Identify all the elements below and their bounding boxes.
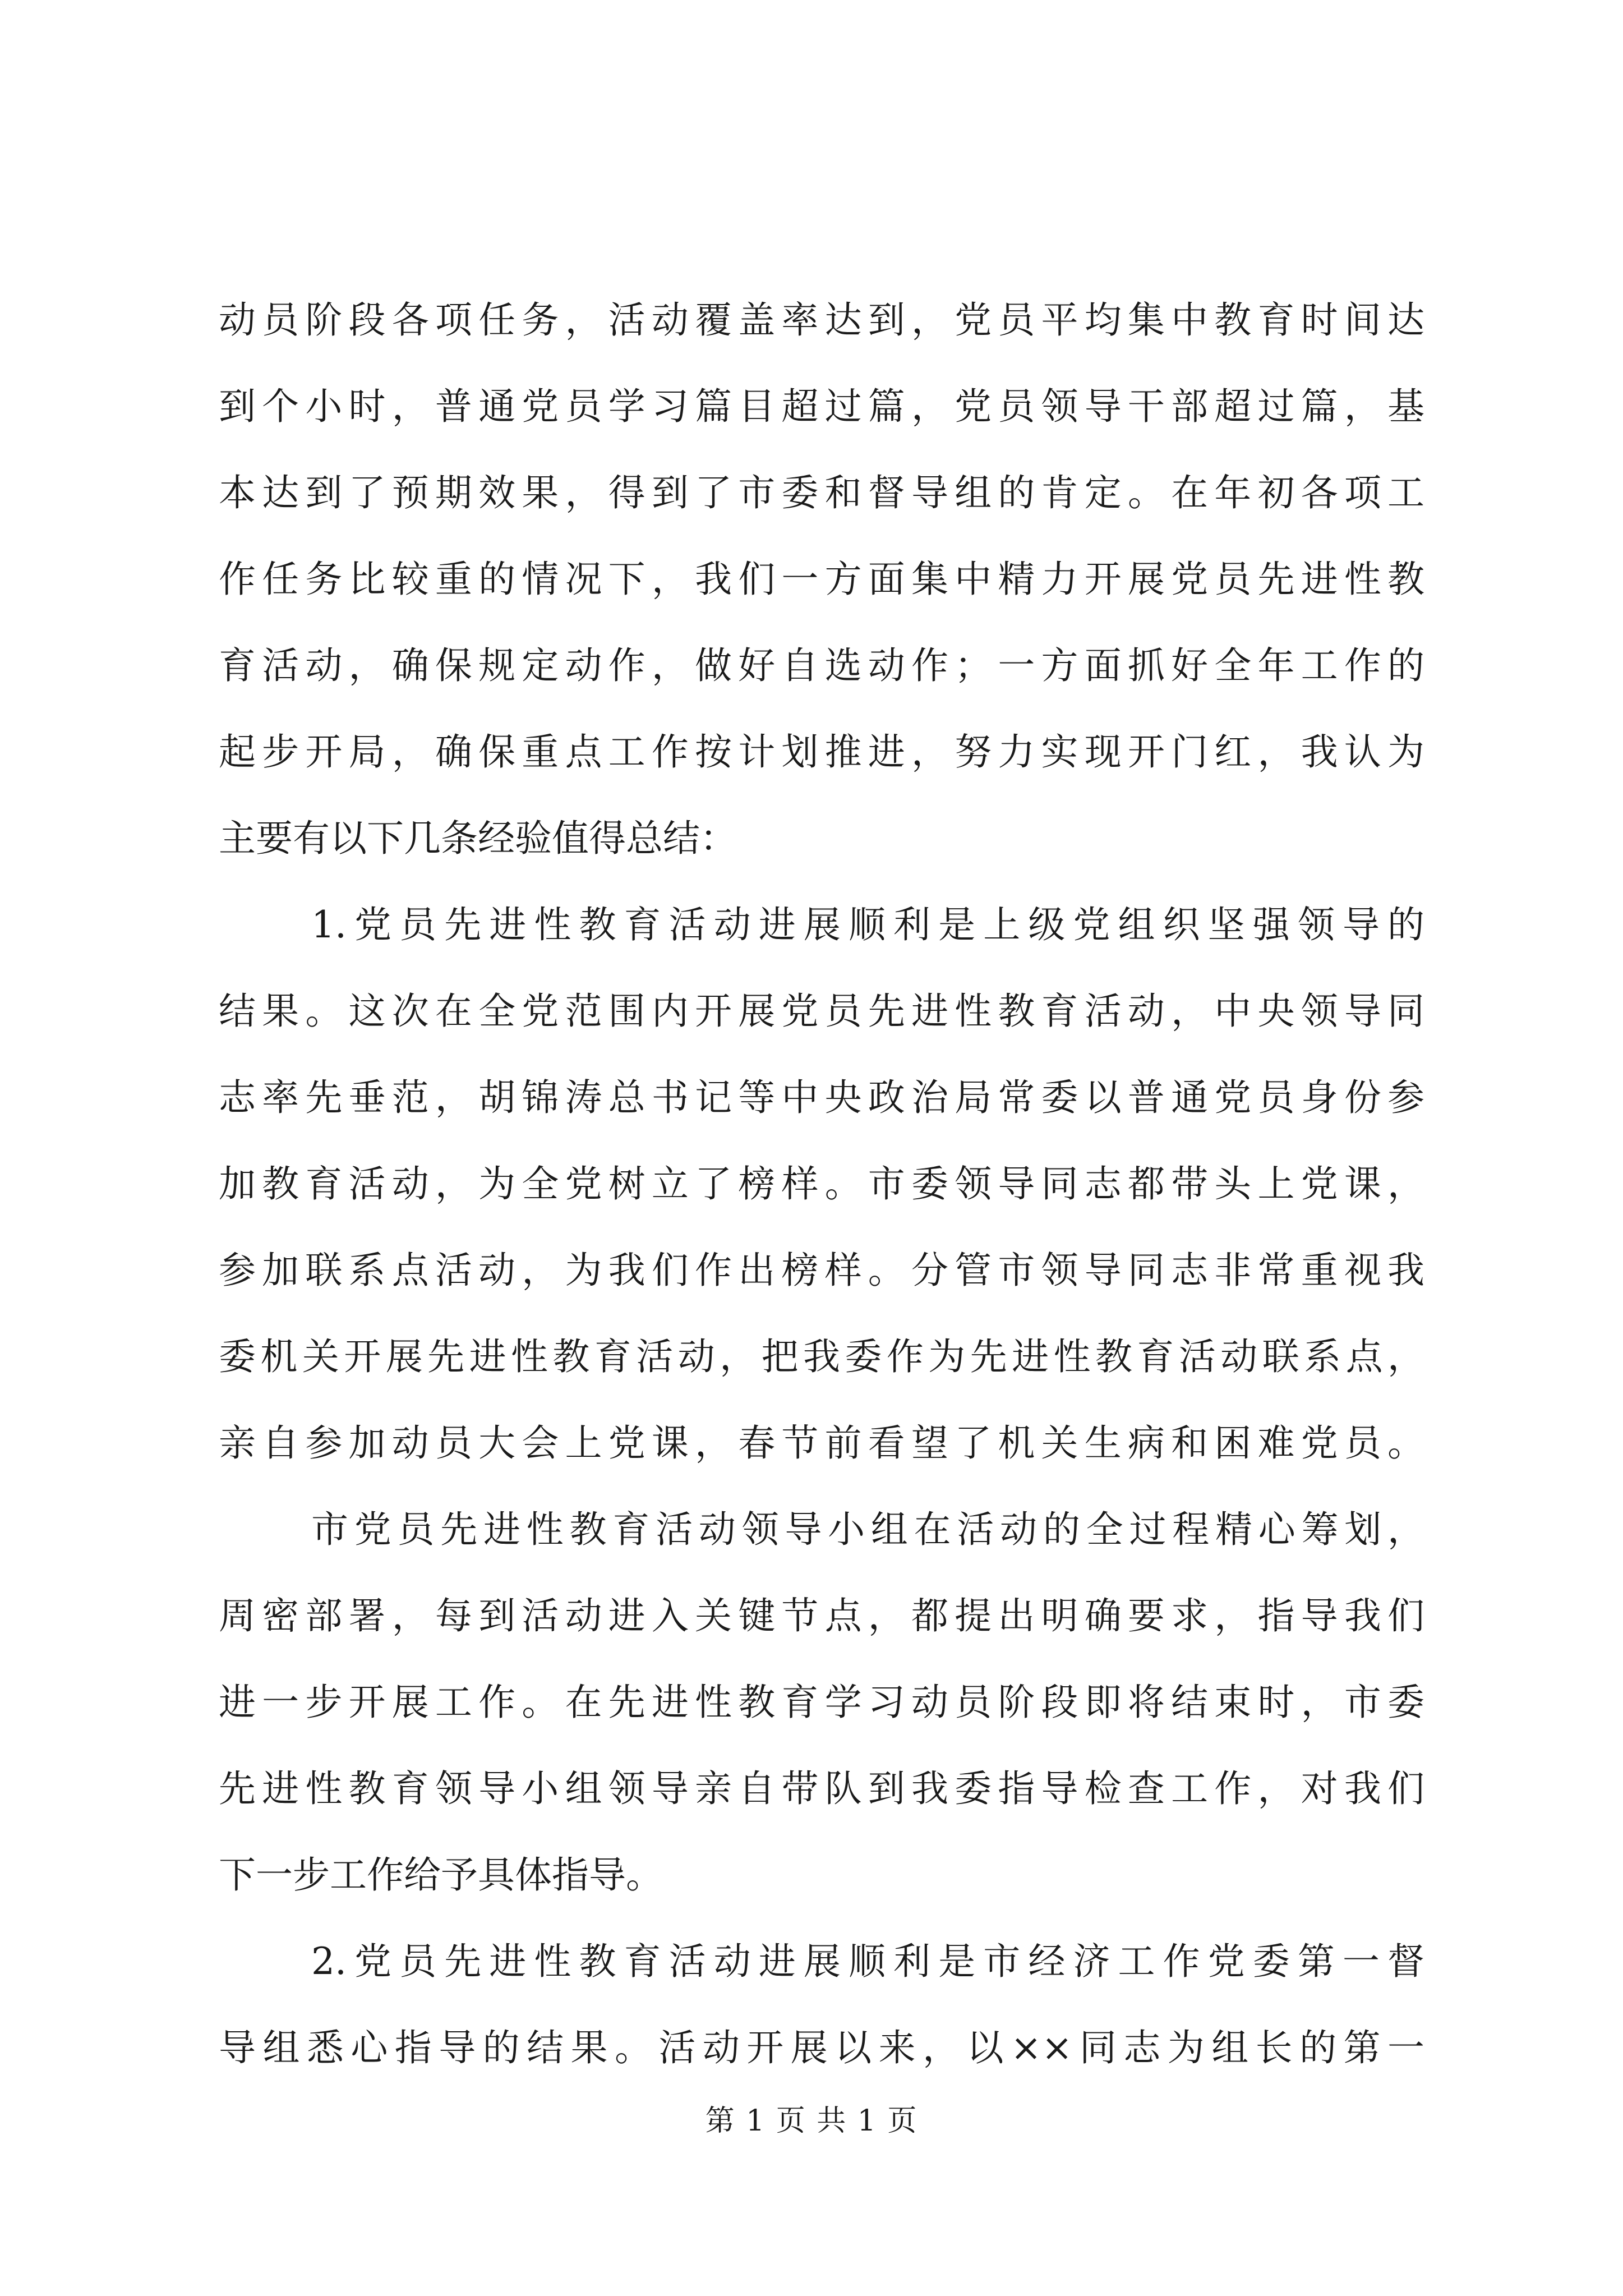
text-line: 下一步工作给予具体指导。 [219, 1853, 663, 1897]
text-line: 结果。这次在全党范围内开展党员先进性教育活动，中央领导同 [219, 990, 1424, 1033]
text-line: 2.党员先进性教育活动进展顺利是市经济工作党委第一督 [311, 1940, 1424, 1983]
text-line: 到个小时，普通党员学习篇目超过篇，党员领导干部超过篇，基 [219, 385, 1424, 428]
text-line: 本达到了预期效果，得到了市委和督导组的肯定。在年初各项工 [219, 471, 1424, 514]
text-line: 加教育活动，为全党树立了榜样。市委领导同志都带头上党课， [219, 1162, 1424, 1205]
text-line: 育活动，确保规定动作，做好自选动作；一方面抓好全年工作的 [219, 644, 1424, 687]
text-line: 进一步开展工作。在先进性教育学习动员阶段即将结束时，市委 [219, 1681, 1424, 1724]
text-line: 作任务比较重的情况下，我们一方面集中精力开展党员先进性教 [219, 558, 1424, 601]
text-line: 市党员先进性教育活动领导小组在活动的全过程精心筹划， [311, 1508, 1424, 1551]
text-line: 主要有以下几条经验值得总结： [219, 817, 737, 860]
page-footer: 第 1 页 共 1 页 [705, 2104, 918, 2138]
text-line: 委机关开展先进性教育活动，把我委作为先进性教育活动联系点， [219, 1335, 1424, 1378]
text-line: 先进性教育领导小组领导亲自带队到我委指导检查工作，对我们 [219, 1767, 1424, 1810]
text-line: 起步开局，确保重点工作按计划推进，努力实现开门红，我认为 [219, 730, 1424, 774]
text-line: 导组悉心指导的结果。活动开展以来，以××同志为组长的第一 [219, 2026, 1424, 2069]
text-line: 1.党员先进性教育活动进展顺利是上级党组织坚强领导的 [311, 903, 1424, 946]
text-line: 周密部署，每到活动进入关键节点，都提出明确要求，指导我们 [219, 1594, 1424, 1637]
text-line: 亲自参加动员大会上党课，春节前看望了机关生病和困难党员。 [219, 1421, 1424, 1465]
document-body [219, 277, 1424, 2091]
text-line: 参加联系点活动，为我们作出榜样。分管市领导同志非常重视我 [219, 1249, 1424, 1292]
text-line: 志率先垂范，胡锦涛总书记等中央政治局常委以普通党员身份参 [219, 1076, 1424, 1119]
text-line: 动员阶段各项任务，活动覆盖率达到，党员平均集中教育时间达 [219, 298, 1424, 342]
